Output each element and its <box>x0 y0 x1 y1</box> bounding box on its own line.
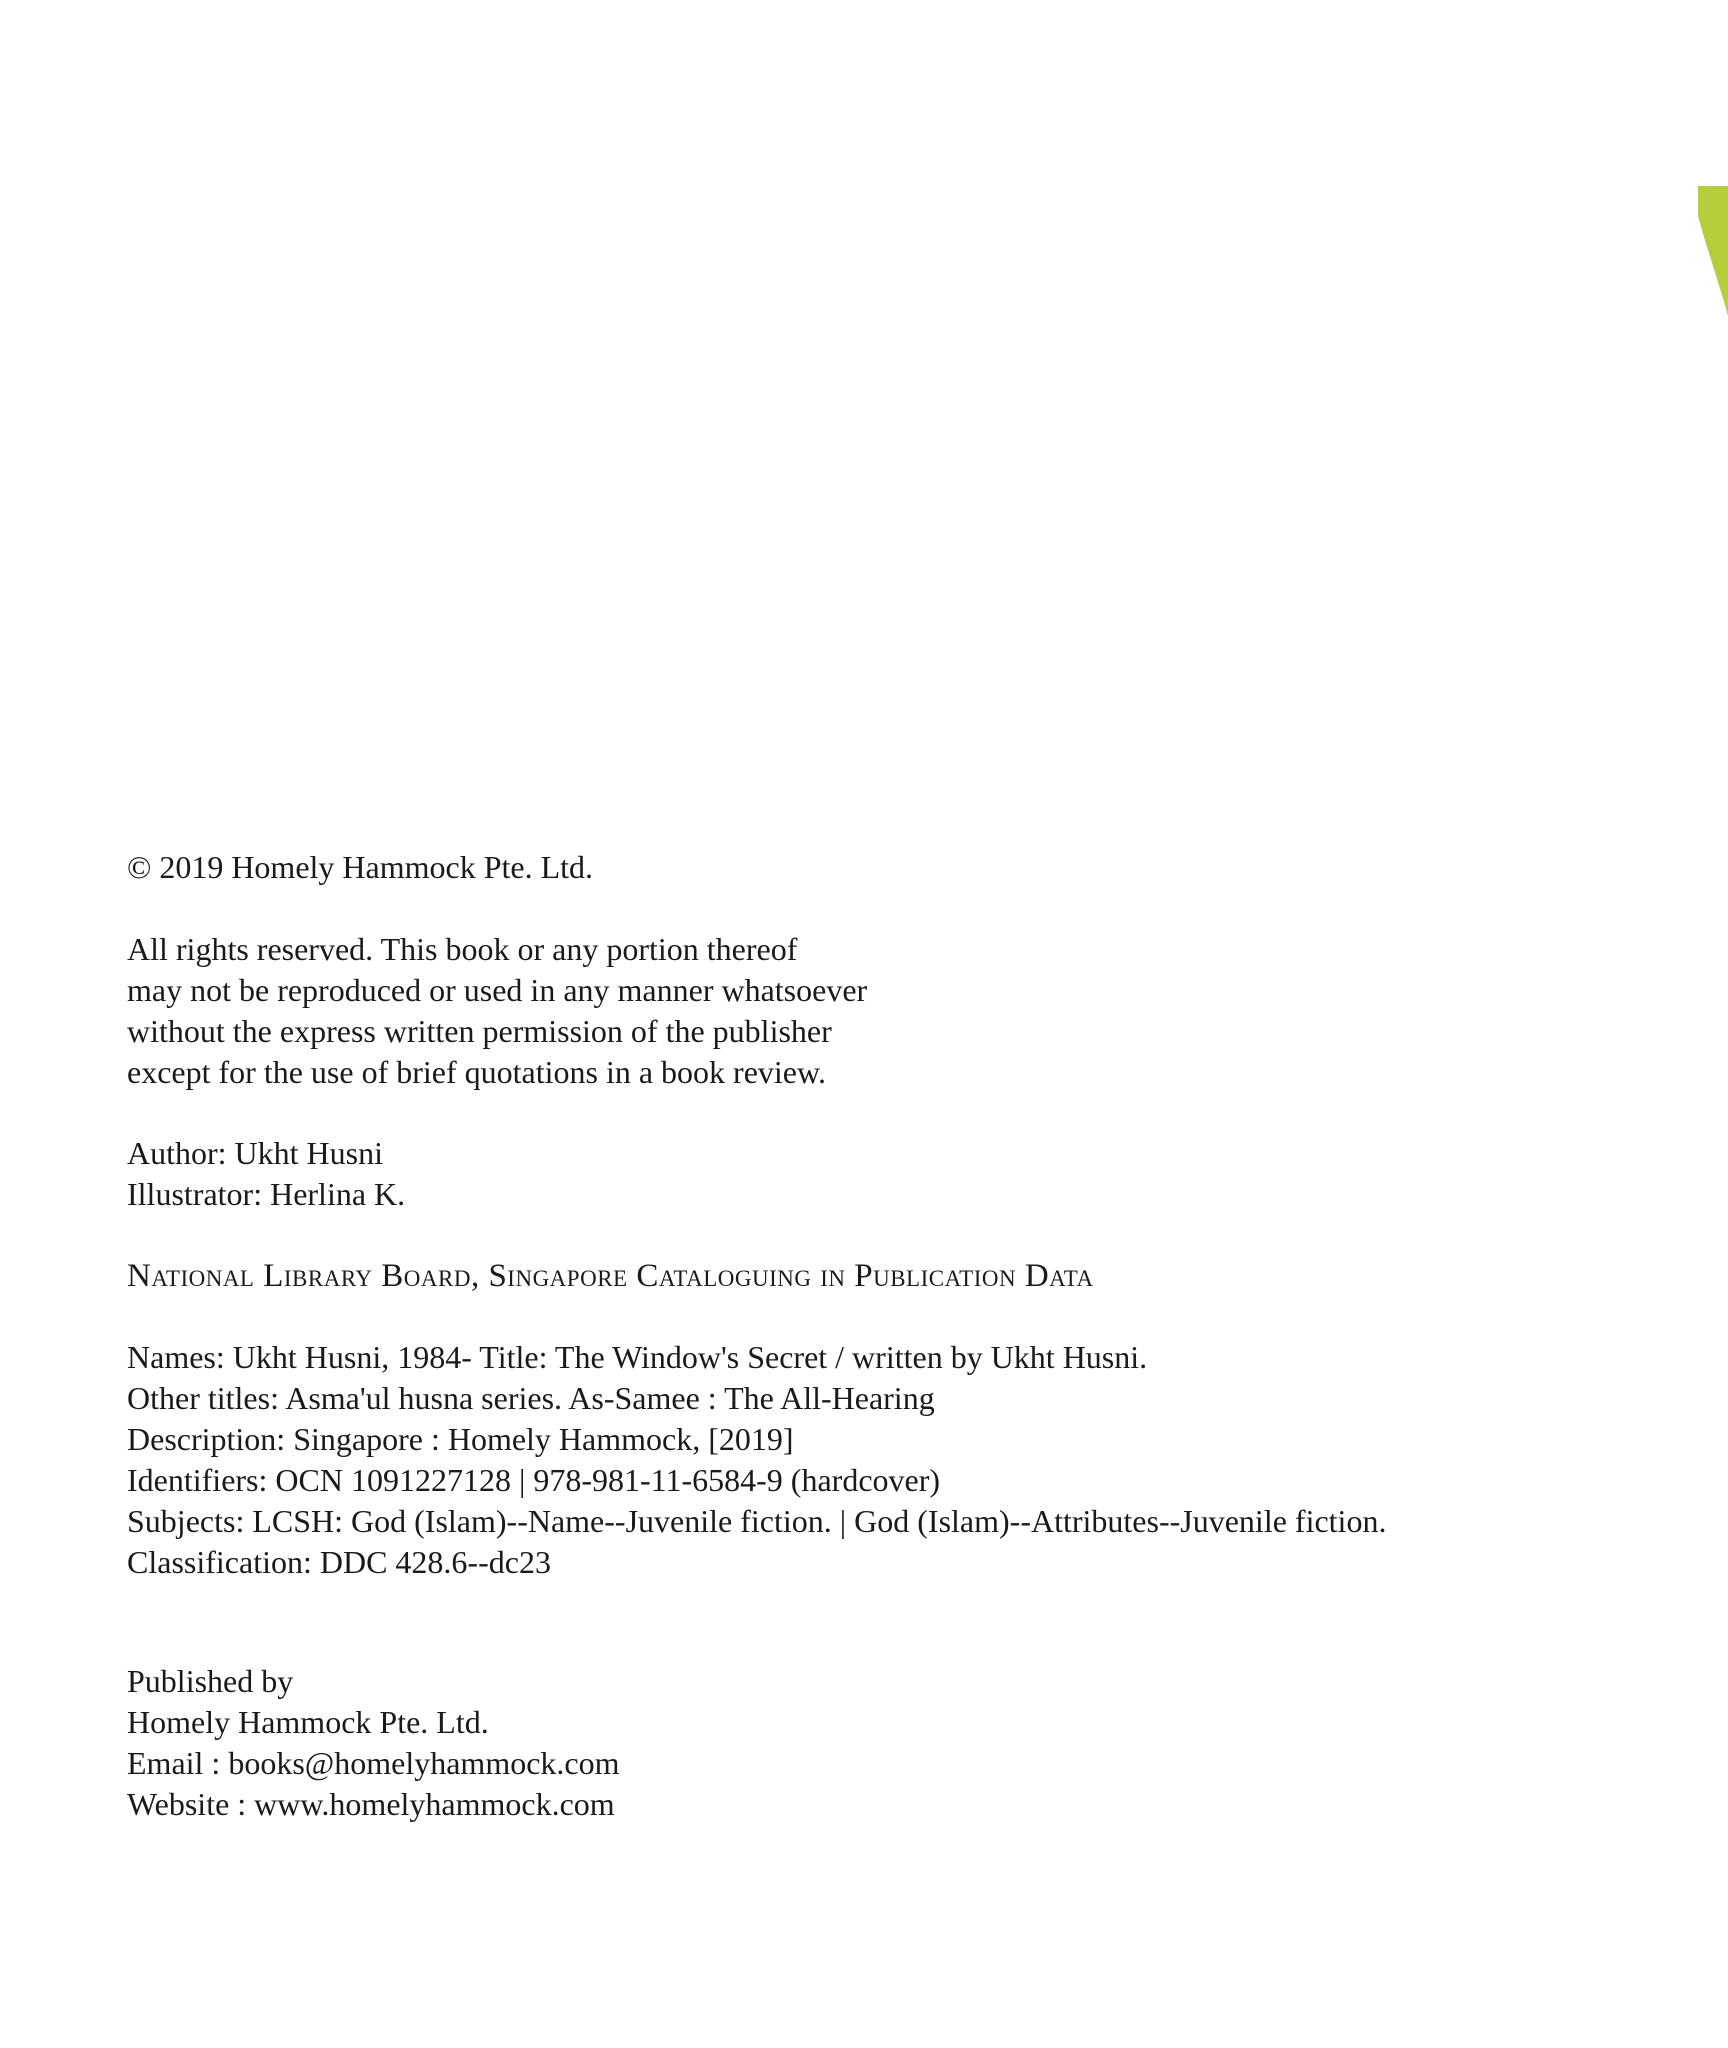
illustrator-credit: Illustrator: Herlina K. <box>127 1176 406 1212</box>
published-by-label: Published by <box>127 1663 294 1699</box>
green-leaf-decoration <box>1698 186 1728 316</box>
publisher-name: Homely Hammock Pte. Ltd. <box>127 1704 489 1740</box>
publisher-website: Website : www.homelyhammock.com <box>127 1786 615 1822</box>
cip-classification-line: Classification: DDC 428.6--dc23 <box>127 1544 551 1580</box>
credits-block <box>127 1133 405 1215</box>
cip-heading-text: National Library Board, Singapore Cataloguing in Publication Data <box>127 1258 1094 1294</box>
publisher-block <box>127 1661 620 1825</box>
cip-other-titles-line: Other titles: Asma'ul husna series. As-Samee : The All-Hearing <box>127 1380 935 1416</box>
author-credit: Author: Ukht Husni <box>127 1135 383 1171</box>
rights-line: without the express written permission of the publisher <box>127 1013 832 1049</box>
rights-statement <box>127 929 867 1093</box>
cip-description-line: Description: Singapore : Homely Hammock, [2019] <box>127 1421 794 1457</box>
rights-line: may not be reproduced or used in any manner whatsoever <box>127 972 868 1008</box>
cip-names-line: Names: Ukht Husni, 1984- Title: The Window's Secret / written by Ukht Husni. <box>127 1339 1148 1375</box>
cip-data-block <box>127 1337 1386 1583</box>
copyright-line: © 2019 Homely Hammock Pte. Ltd. <box>127 849 594 885</box>
copyright-notice <box>127 847 593 888</box>
publisher-email: Email : books@homelyhammock.com <box>127 1745 620 1781</box>
cip-subjects-line: Subjects: LCSH: God (Islam)--Name--Juvenile fiction. | God (Islam)--Attributes--Juvenile fiction. <box>127 1503 1387 1539</box>
cip-heading <box>127 1256 1094 1297</box>
rights-line: except for the use of brief quotations in a book review. <box>127 1054 827 1090</box>
cip-identifiers-line: Identifiers: OCN 1091227128 | 978-981-11-6584-9 (hardcover) <box>127 1462 941 1498</box>
rights-line: All rights reserved. This book or any portion thereof <box>127 931 798 967</box>
